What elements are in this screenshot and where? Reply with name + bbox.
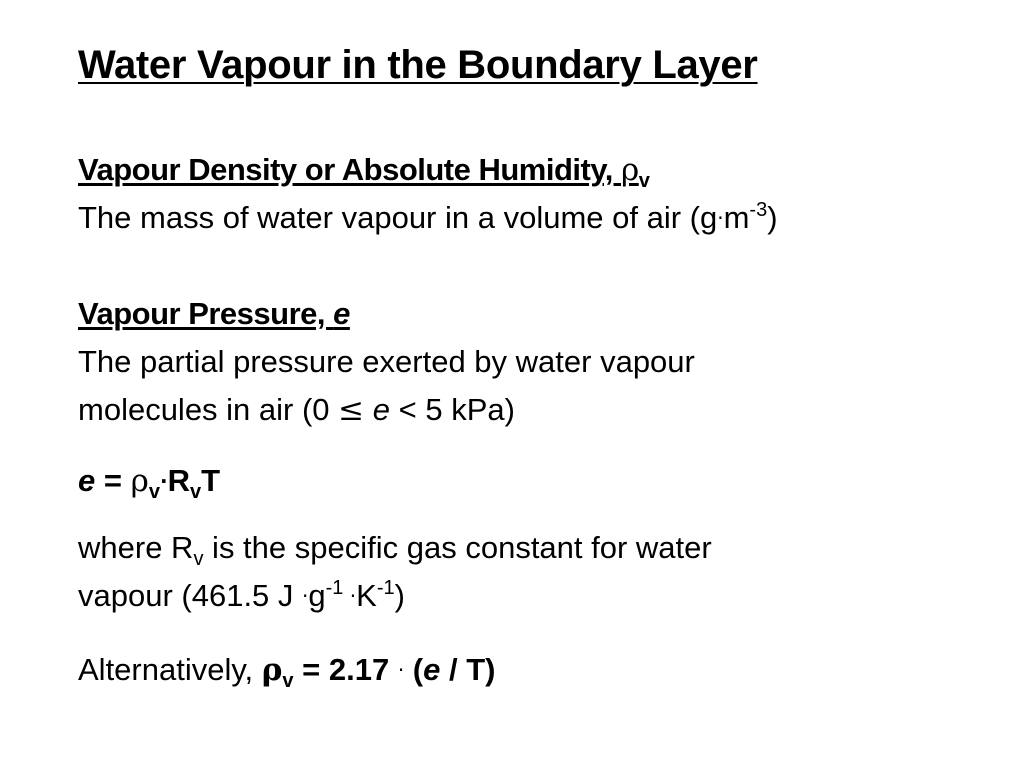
vapour-density-section	[78, 146, 778, 242]
gas-constant-sub: v	[193, 548, 204, 570]
equation-t: T	[201, 463, 221, 498]
gas-constant-suffix: is the specific gas constant for water	[203, 530, 712, 565]
leq-symbol: ≤	[338, 392, 365, 428]
rho-symbol: ρ	[621, 152, 639, 188]
gas-constant-line1	[78, 524, 712, 572]
vapour-density-desc-suffix: )	[767, 200, 778, 235]
range-variable: e	[372, 392, 391, 427]
gas-constant-k-exp: -1	[376, 577, 395, 599]
vapour-pressure-description-line2	[78, 386, 695, 434]
gas-constant-section	[78, 524, 712, 620]
e-symbol: e	[333, 296, 350, 331]
alternative-dot: ·	[397, 658, 405, 682]
equation-rho-sub: v	[148, 481, 160, 503]
vapour-density-heading-text: Vapour Density or Absolute Humidity,	[78, 152, 622, 187]
multiply-dot: ·	[717, 206, 724, 230]
alternative-eq: = 2.17	[293, 652, 398, 687]
equation-lhs: e	[78, 463, 96, 498]
alternative-open: (	[404, 652, 424, 687]
range-prefix: molecules in air (0	[78, 392, 339, 427]
equation-r: R	[167, 463, 190, 498]
alternative-formula	[78, 646, 495, 694]
gas-constant-value: vapour (461.5 J	[78, 578, 303, 613]
equation-equals: =	[95, 463, 131, 498]
unit-m: m	[723, 200, 750, 235]
unit-exponent: -3	[749, 199, 768, 221]
alternative-rho-sub: v	[282, 670, 294, 692]
gas-constant-line2	[78, 572, 712, 620]
vapour-pressure-heading-text: Vapour Pressure,	[78, 296, 334, 331]
vapour-density-desc-prefix: The mass of water vapour in a volume of air (g	[78, 200, 718, 235]
gas-constant-k: K	[356, 578, 377, 613]
vapour-density-description	[78, 194, 778, 242]
alternative-prefix: Alternatively,	[78, 652, 262, 687]
alternative-var: e	[423, 652, 441, 687]
vapour-pressure-section	[78, 290, 695, 434]
vapour-density-heading	[78, 146, 778, 194]
ideal-gas-equation	[78, 457, 220, 505]
gas-constant-g-exp: -1	[325, 577, 344, 599]
range-suffix: < 5 kPa)	[390, 392, 515, 427]
vapour-pressure-description-line1: The partial pressure exerted by water vapour	[78, 344, 695, 379]
rho-subscript: v	[638, 170, 650, 192]
equation-dot: ·	[159, 469, 168, 493]
gas-constant-dot2: ·	[343, 584, 357, 608]
gas-constant-g: g	[308, 578, 326, 613]
slide-title: Water Vapour in the Boundary Layer	[78, 43, 758, 87]
equation-rho: ρ	[130, 463, 149, 499]
gas-constant-dot1: ·	[302, 584, 309, 608]
vapour-pressure-heading	[78, 290, 695, 338]
alternative-rest: / T)	[440, 652, 496, 687]
alternative-rho: ρ	[261, 652, 283, 688]
gas-constant-close: )	[394, 578, 405, 613]
equation-r-sub: v	[189, 481, 202, 503]
gas-constant-prefix: where R	[78, 530, 194, 565]
